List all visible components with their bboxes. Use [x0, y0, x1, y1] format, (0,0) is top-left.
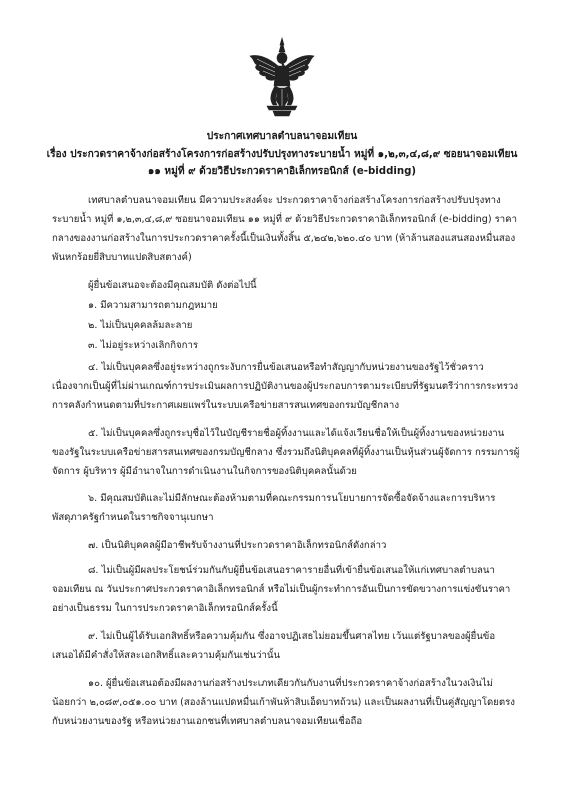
subject-line-2: ๑๑ หมู่ที่ ๙ ด้วยวิธีประกวดราคาอิเล็กทรอนิกส์ (e-bidding)	[147, 166, 417, 177]
item-10-line-3: กับหน่วยงานของรัฐ หรือหน่วยงานเอกชนที่เทศบาลตำบลนาจอมเทียนเชื่อถือ	[52, 716, 363, 727]
item-1: ๑. มีความสามารถตามกฎหมาย	[88, 300, 218, 311]
item-4-line-1: ๔. ไม่เป็นบุคคลซึ่งอยู่ระหว่างถูกระงับการยื่นข้อเสนอหรือทำสัญญากับหน่วยงานของรัฐไว้ชั่วคราว	[88, 362, 484, 373]
intro-line-4: พันหกร้อยยี่สิบบาทแปดสิบสตางค์)	[52, 252, 192, 263]
item-3: ๓. ไม่อยู่ระหว่างเลิกกิจการ	[88, 340, 199, 351]
item-10-line-2: น้อยกว่า ๒,๐๘๙,๐๕๑.๐๐ บาท (สองล้านแปดหมื่นเก้าพันห้าสิบเอ็ดบาทถ้วน) และเป็นผลงานที่เป็นคู่สัญญาโดยตรง	[52, 697, 515, 708]
item-4-line-3: การคลังกำหนดตามที่ประกาศเผยแพร่ในระบบเครือข่ายสารสนเทศของกรมบัญชีกลาง	[52, 400, 400, 411]
item-6-line-2: พัสดุภาครัฐกำหนดในราชกิจจานุเบกษา	[52, 512, 214, 523]
item-6-line-1: ๖. มีคุณสมบัติและไม่มีลักษณะต้องห้ามตามที่คณะกรรมการนโยบายการจัดซื้อจัดจ้างและการบริหาร	[88, 493, 496, 504]
item-8-line-1: ๘. ไม่เป็นผู้มีผลประโยชน์ร่วมกันกับผู้ยื่นข้อเสนอราคารายอื่นที่เข้ายื่นข้อเสนอให้แก่เทศบาลตำบลนา	[88, 565, 495, 576]
item-5-line-2: ของรัฐในระบบเครือข่ายสารสนเทศของกรมบัญชีกลาง ซึ่งรวมถึงนิติบุคคลที่ผู้ทิ้งงานเป็นหุ้นส่วนผู้จัดการ กรรมการผู้	[52, 447, 520, 458]
item-7: ๗. เป็นนิติบุคคลผู้มีอาชีพรับจ้างงานที่ประกวดราคาอิเล็กทรอนิกส์ดังกล่าว	[88, 540, 387, 551]
qualification-heading: ผู้ยื่นข้อเสนอจะต้องมีคุณสมบัติ ดังต่อไปนี้	[88, 280, 257, 291]
item-4-line-2: เนื่องจากเป็นผู้ที่ไม่ผ่านเกณฑ์การประเมินผลการปฏิบัติงานของผู้ประกอบการตามระเบียบที่รัฐมนตรีว่าการกระทรวง	[52, 381, 519, 392]
intro-line-2: ระบายน้ำ หมู่ที่ ๑,๒,๓,๔,๘,๙ ซอยนาจอมเทียน ๑๑ หมู่ที่ ๙ ด้วยวิธีประกวดราคาอิเล็กทรอนิกส์ (e-bidding) ราคา	[52, 214, 517, 225]
item-2: ๒. ไม่เป็นบุคคลล้มละลาย	[88, 320, 193, 331]
item-5-line-3: จัดการ ผู้บริหาร ผู้มีอำนาจในการดำเนินงานในกิจการของนิติบุคคลนั้นด้วย	[52, 466, 357, 477]
garuda-emblem-icon	[247, 36, 317, 122]
item-8-line-2: จอมเทียน ณ วันประกาศประกวดราคาอิเล็กทรอนิกส์ หรือไม่เป็นผู้กระทำการอันเป็นการขัดขวางการแข่งขันราคา	[52, 584, 511, 595]
intro-line-1: เทศบาลตำบลนาจอมเทียน มีความประสงค์จะ ประกวดราคาจ้างก่อสร้างโครงการก่อสร้างปรับปรุงทาง	[88, 195, 501, 206]
intro-line-3: กลางของงานก่อสร้างในการประกวดราคาครั้งนี้เป็นเงินทั้งสิ้น ๕,๒๔๒,๖๒๐.๔๐ บาท (ห้าล้านสองแสนสองหมื่นสอง	[52, 233, 516, 244]
item-9-line-2: เสนอได้มีคำสั่งให้สละเอกสิทธิ์และความคุ้มกันเช่นว่านั้น	[52, 650, 281, 661]
item-10-line-1: ๑๐. ผู้ยื่นข้อเสนอต้องมีผลงานก่อสร้างประเภทเดียวกันกับงานที่ประกวดราคาจ้างก่อสร้างในวงเงินไม่	[88, 678, 493, 689]
item-9-line-1: ๙. ไม่เป็นผู้ได้รับเอกสิทธิ์หรือความคุ้มกัน ซึ่งอาจปฏิเสธไม่ยอมขึ้นศาลไทย เว้นแต่รัฐบาลของผู้ยื่นข้อ	[88, 631, 496, 642]
item-8-line-3: อย่างเป็นธรรม ในการประกวดราคาอิเล็กทรอนิกส์ครั้งนี้	[52, 603, 278, 614]
notice-title: ประกาศเทศบาลตำบลนาจอมเทียน	[206, 131, 358, 142]
item-5-line-1: ๕. ไม่เป็นบุคคลซึ่งถูกระบุชื่อไว้ในบัญชีรายชื่อผู้ทิ้งงานและได้แจ้งเวียนชื่อให้เป็นผู้ทิ้งงานของหน่วยงาน	[88, 428, 505, 439]
subject-line-1: เรื่อง ประกวดราคาจ้างก่อสร้างโครงการก่อสร้างปรับปรุงทางระบายน้ำ หมู่ที่ ๑,๒,๓,๔,๘,๙ ซอยนาจอมเทียน	[46, 149, 518, 160]
